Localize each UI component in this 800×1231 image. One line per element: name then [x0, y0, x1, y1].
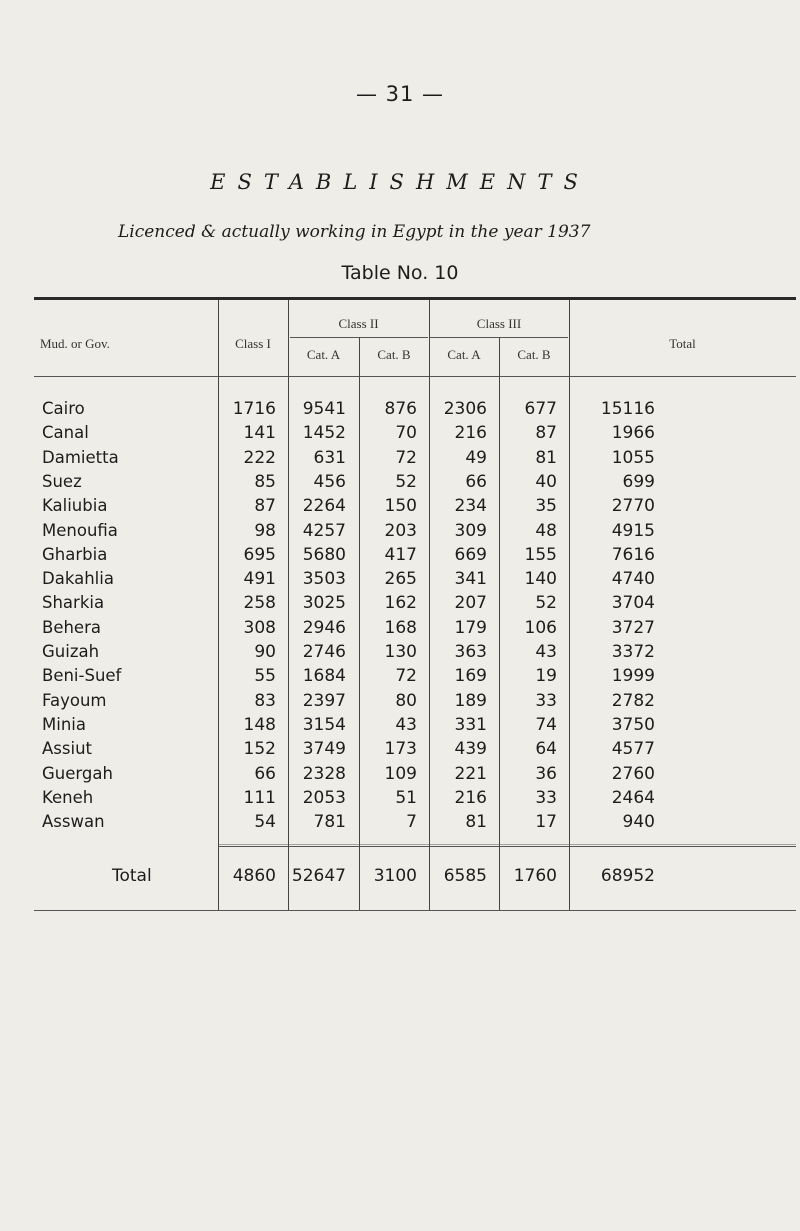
cell-class3-cat-a: 331 — [454, 714, 487, 735]
cell-class1: 90 — [254, 642, 276, 662]
cell-region-name: Minia — [42, 714, 86, 734]
cell-class3-cat-a: 49 — [465, 447, 487, 468]
cell-class3-cat-b: 87 — [535, 423, 557, 444]
cell-class3-cat-a: 179 — [454, 617, 487, 638]
cell-class2-cat-a: 456 — [313, 471, 346, 492]
cell-class2-cat-b: 417 — [384, 544, 417, 565]
cell-region-name: Dakahlia — [42, 569, 114, 589]
top-rule — [34, 297, 796, 300]
cell-class2-cat-a: 781 — [313, 812, 346, 833]
cell-class2-cat-a: 2746 — [302, 642, 346, 662]
totals-class1: 4860 — [232, 866, 276, 887]
cell-total: 2464 — [611, 787, 655, 808]
cell-class1: 222 — [243, 447, 276, 468]
cell-class2-cat-a: 631 — [313, 447, 346, 468]
cell-total: 1966 — [611, 423, 655, 444]
cell-class3-cat-a: 669 — [454, 544, 487, 565]
cell-class2-cat-b: 52 — [395, 471, 417, 492]
cell-class2-cat-b: 265 — [384, 569, 417, 590]
header-class3-cat-b: Cat. B — [517, 347, 551, 362]
cell-region-name: Behera — [42, 617, 101, 637]
cell-class2-cat-b: 203 — [384, 520, 417, 541]
header-class3-cat-a: Cat. A — [447, 347, 481, 362]
cell-total: 2770 — [611, 496, 655, 517]
cell-class3-cat-b: 74 — [535, 714, 557, 735]
cell-class2-cat-b: 150 — [384, 496, 417, 517]
cell-class3-cat-a: 439 — [454, 739, 487, 760]
cell-class2-cat-b: 51 — [395, 787, 417, 808]
cell-class2-cat-b: 7 — [406, 812, 417, 833]
cell-class2-cat-a: 2053 — [302, 787, 346, 808]
totals-label: Total — [112, 866, 152, 887]
cell-class3-cat-b: 43 — [535, 642, 557, 662]
page-subtitle: Licenced & actually working in Egypt in the year 1937 — [118, 222, 591, 242]
cell-region-name: Asswan — [42, 812, 105, 832]
cell-class1: 66 — [254, 763, 276, 784]
cell-class2-cat-a: 1684 — [302, 666, 346, 687]
cell-class3-cat-b: 64 — [535, 739, 557, 760]
cell-class2-cat-b: 43 — [395, 714, 417, 735]
cell-class2-cat-a: 4257 — [302, 520, 346, 541]
cell-total: 3750 — [611, 714, 655, 735]
cell-class3-cat-b: 677 — [524, 399, 557, 419]
cell-class3-cat-b: 33 — [535, 787, 557, 808]
cell-class3-cat-b: 106 — [524, 617, 557, 638]
cell-total: 4577 — [611, 739, 655, 760]
cell-class1: 148 — [243, 714, 276, 735]
cell-total: 1055 — [611, 447, 655, 468]
cell-class1: 83 — [254, 690, 276, 711]
cell-class3-cat-b: 19 — [535, 666, 557, 687]
cell-class3-cat-b: 36 — [535, 763, 557, 784]
cell-region-name: Suez — [42, 471, 82, 491]
cell-region-name: Kaliubia — [42, 496, 108, 516]
cell-total: 4740 — [611, 569, 655, 590]
cell-class1: 152 — [243, 739, 276, 760]
cell-class3-cat-a: 189 — [454, 690, 487, 711]
page-title: ESTABLISHMENTS — [210, 170, 590, 194]
cell-region-name: Keneh — [42, 787, 94, 807]
cell-class2-cat-b: 109 — [384, 763, 417, 784]
totals-class3-cat-b: 1760 — [513, 866, 557, 887]
cell-class3-cat-b: 52 — [535, 593, 557, 614]
header-total: Total — [669, 336, 696, 351]
cell-class2-cat-b: 168 — [384, 617, 417, 638]
cell-region-name: Assiut — [42, 739, 92, 759]
cell-class2-cat-b: 130 — [384, 642, 417, 662]
cell-total: 699 — [622, 471, 655, 492]
cell-class2-cat-a: 1452 — [302, 423, 346, 444]
cell-class1: 85 — [254, 471, 276, 492]
header-class2-cat-b: Cat. B — [377, 347, 411, 362]
cell-class1: 87 — [254, 496, 276, 517]
cell-class1: 695 — [243, 544, 276, 565]
cell-region-name: Guergah — [42, 763, 113, 783]
cell-class3-cat-a: 216 — [454, 423, 487, 444]
header-class-1: Class I — [235, 336, 271, 351]
cell-class3-cat-b: 48 — [535, 520, 557, 541]
cell-class1: 258 — [243, 593, 276, 614]
totals-class2-cat-b: 3100 — [373, 866, 417, 887]
cell-class1: 1716 — [232, 399, 276, 419]
header-class-2: Class II — [338, 316, 379, 331]
cell-class2-cat-b: 876 — [384, 399, 417, 419]
cell-class2-cat-a: 2328 — [302, 763, 346, 784]
cell-region-name: Damietta — [42, 447, 119, 467]
cell-class3-cat-a: 2306 — [443, 399, 487, 419]
cell-class3-cat-b: 140 — [524, 569, 557, 590]
cell-class2-cat-a: 5680 — [302, 544, 346, 565]
cell-class3-cat-a: 221 — [454, 763, 487, 784]
cell-class2-cat-b: 80 — [395, 690, 417, 711]
cell-class3-cat-b: 33 — [535, 690, 557, 711]
cell-class2-cat-b: 173 — [384, 739, 417, 760]
cell-class3-cat-b: 17 — [535, 812, 557, 833]
cell-total: 940 — [622, 812, 655, 833]
cell-class3-cat-a: 207 — [454, 593, 487, 614]
cell-total: 7616 — [611, 544, 655, 565]
cell-class2-cat-b: 70 — [395, 423, 417, 444]
cell-class2-cat-a: 2397 — [302, 690, 346, 711]
cell-class3-cat-b: 40 — [535, 471, 557, 492]
totals-top-rule-full — [218, 844, 796, 845]
cell-class3-cat-a: 81 — [465, 812, 487, 833]
cell-total: 15116 — [600, 399, 655, 419]
cell-total: 1999 — [611, 666, 655, 687]
cell-class3-cat-a: 309 — [454, 520, 487, 541]
totals-class3-cat-a: 6585 — [443, 866, 487, 887]
cell-region-name: Canal — [42, 423, 89, 443]
cell-class1: 98 — [254, 520, 276, 541]
cell-class1: 491 — [243, 569, 276, 590]
cell-class2-cat-a: 3025 — [302, 593, 346, 614]
totals-total: 68952 — [600, 866, 655, 887]
cell-region-name: Fayoum — [42, 690, 107, 710]
cell-class2-cat-b: 72 — [395, 666, 417, 687]
totals-top-rule — [218, 846, 796, 847]
cell-class1: 54 — [254, 812, 276, 833]
cell-class1: 141 — [243, 423, 276, 444]
header-mud-gov: Mud. or Gov. — [40, 336, 110, 351]
cell-region-name: Menoufia — [42, 520, 118, 540]
cell-class3-cat-a: 341 — [454, 569, 487, 590]
cell-region-name: Cairo — [42, 399, 85, 418]
cell-class3-cat-a: 169 — [454, 666, 487, 687]
cell-class2-cat-a: 3749 — [302, 739, 346, 760]
bottom-rule — [34, 910, 796, 911]
cell-class3-cat-b: 35 — [535, 496, 557, 517]
cell-class1: 308 — [243, 617, 276, 638]
page-number: — 31 — — [355, 82, 445, 106]
cell-class2-cat-a: 2264 — [302, 496, 346, 517]
cell-class3-cat-a: 363 — [454, 642, 487, 662]
cell-class2-cat-a: 2946 — [302, 617, 346, 638]
cell-region-name: Beni-Suef — [42, 666, 122, 686]
header-class2-cat-a: Cat. A — [306, 347, 341, 362]
header-bottom-rule — [34, 376, 796, 377]
table-number: Table No. 10 — [341, 262, 459, 284]
cell-class2-cat-b: 162 — [384, 593, 417, 614]
cell-total: 2782 — [611, 690, 655, 711]
cell-region-name: Gharbia — [42, 544, 108, 564]
cell-region-name: Guizah — [42, 642, 100, 661]
cell-region-name: Sharkia — [42, 593, 105, 613]
cell-total: 3372 — [611, 642, 655, 662]
cell-class3-cat-b: 81 — [535, 447, 557, 468]
cell-class3-cat-a: 216 — [454, 787, 487, 808]
cell-total: 3704 — [611, 593, 655, 614]
totals-class2-cat-a: 52647 — [291, 866, 346, 887]
cell-class2-cat-a: 3154 — [302, 714, 346, 735]
cell-class2-cat-a: 9541 — [302, 399, 346, 419]
cell-class3-cat-b: 155 — [524, 544, 557, 565]
cell-total: 4915 — [611, 520, 655, 541]
header-class-3: Class III — [476, 316, 522, 331]
cell-class1: 111 — [243, 787, 276, 808]
cell-class2-cat-a: 3503 — [302, 569, 346, 590]
cell-class3-cat-a: 66 — [465, 471, 487, 492]
cell-total: 3727 — [611, 617, 655, 638]
cell-class2-cat-b: 72 — [395, 447, 417, 468]
cell-class1: 55 — [254, 666, 276, 687]
cell-class3-cat-a: 234 — [454, 496, 487, 517]
cell-total: 2760 — [611, 763, 655, 784]
